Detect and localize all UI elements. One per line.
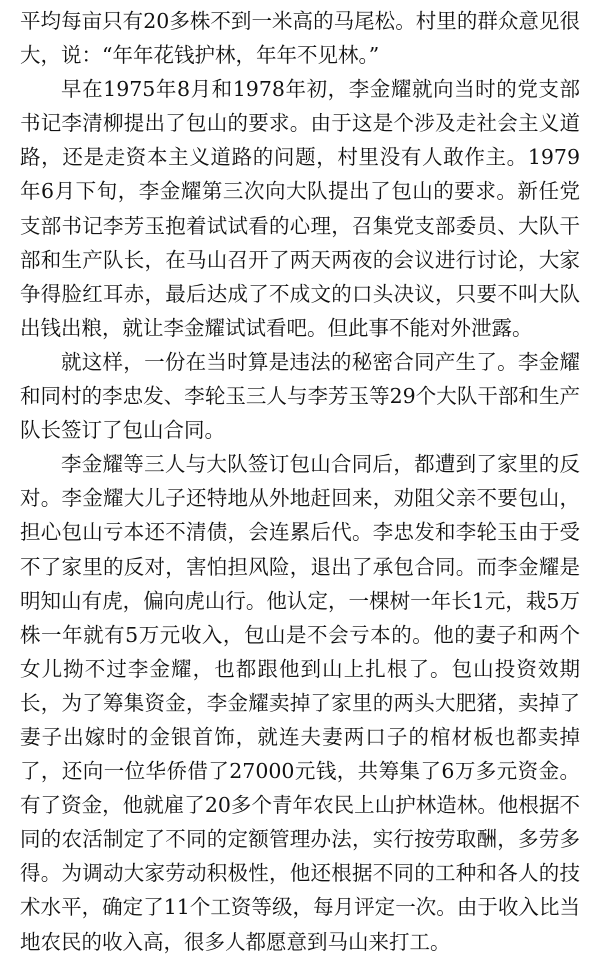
paragraph-1: 平均每亩只有20多株不到一米高的马尾松。村里的群众意见很大，说：“年年花钱护林，年年不见林。” xyxy=(20,9,580,68)
paragraph-2: 早在1975年8月和1978年初，李金耀就向当时的党支部书记李清柳提出了包山的要求。由于这是个涉及走社会主义道路，还是走资本主义道路的问题，村里没有人敢作主。1979年6月下旬，李金耀第三次向大队提出了包山的要求。新任党支部书记李芳玉抱着试试看的心理，召集党支部委员、大队干部和生产队长，在马山召开了两天两夜的会议进行讨论，大家争得脸红耳赤，最后达成了不成文的口头决议，只要不叫大队出钱出粮，就让李金耀试试看吧。但此事不能对外泄露。 xyxy=(20,77,580,340)
paragraph-3: 就这样，一份在当时算是违法的秘密合同产生了。李金耀和同村的李忠发、李轮玉三人与李芳玉等29个大队干部和生产队长签订了包山合同。 xyxy=(20,349,580,443)
paragraph-4: 李金耀等三人与大队签订包山合同后，都遭到了家里的反对。李金耀大儿子还特地从外地赶回来，劝阻父亲不要包山，担心包山亏本还不清债，会连累后代。李忠发和李轮玉由于受不了家里的反对，害怕担风险，退出了承包合同。而李金耀是明知山有虎，偏向虎山行。他认定，一棵树一年长1元，栽5万株一年就有5万元收入，包山是不会亏本的。他的妻子和两个女儿拗不过李金耀，也都跟他到山上扎根了。包山投资效期长，为了筹集资金，李金耀卖掉了家里的两头大肥猪，卖掉了妻子出嫁时的金银首饰，就连夫妻两口子的棺材板也都卖掉了，还向一位华侨借了27000元钱，共筹集了6万多元资金。有了资金，他就雇了20多个青年农民上山护林造林。他根据不同的农活制定了不同的定额管理办法，实行按劳取酬，多劳多得。为调动大家劳动积极性，他还根据不同的工种和各人的技术水平，确定了11个工资等级，每月评定一次。由于收入比当地农民的收入高，很多人都愿意到马山来打工。 xyxy=(20,452,580,954)
